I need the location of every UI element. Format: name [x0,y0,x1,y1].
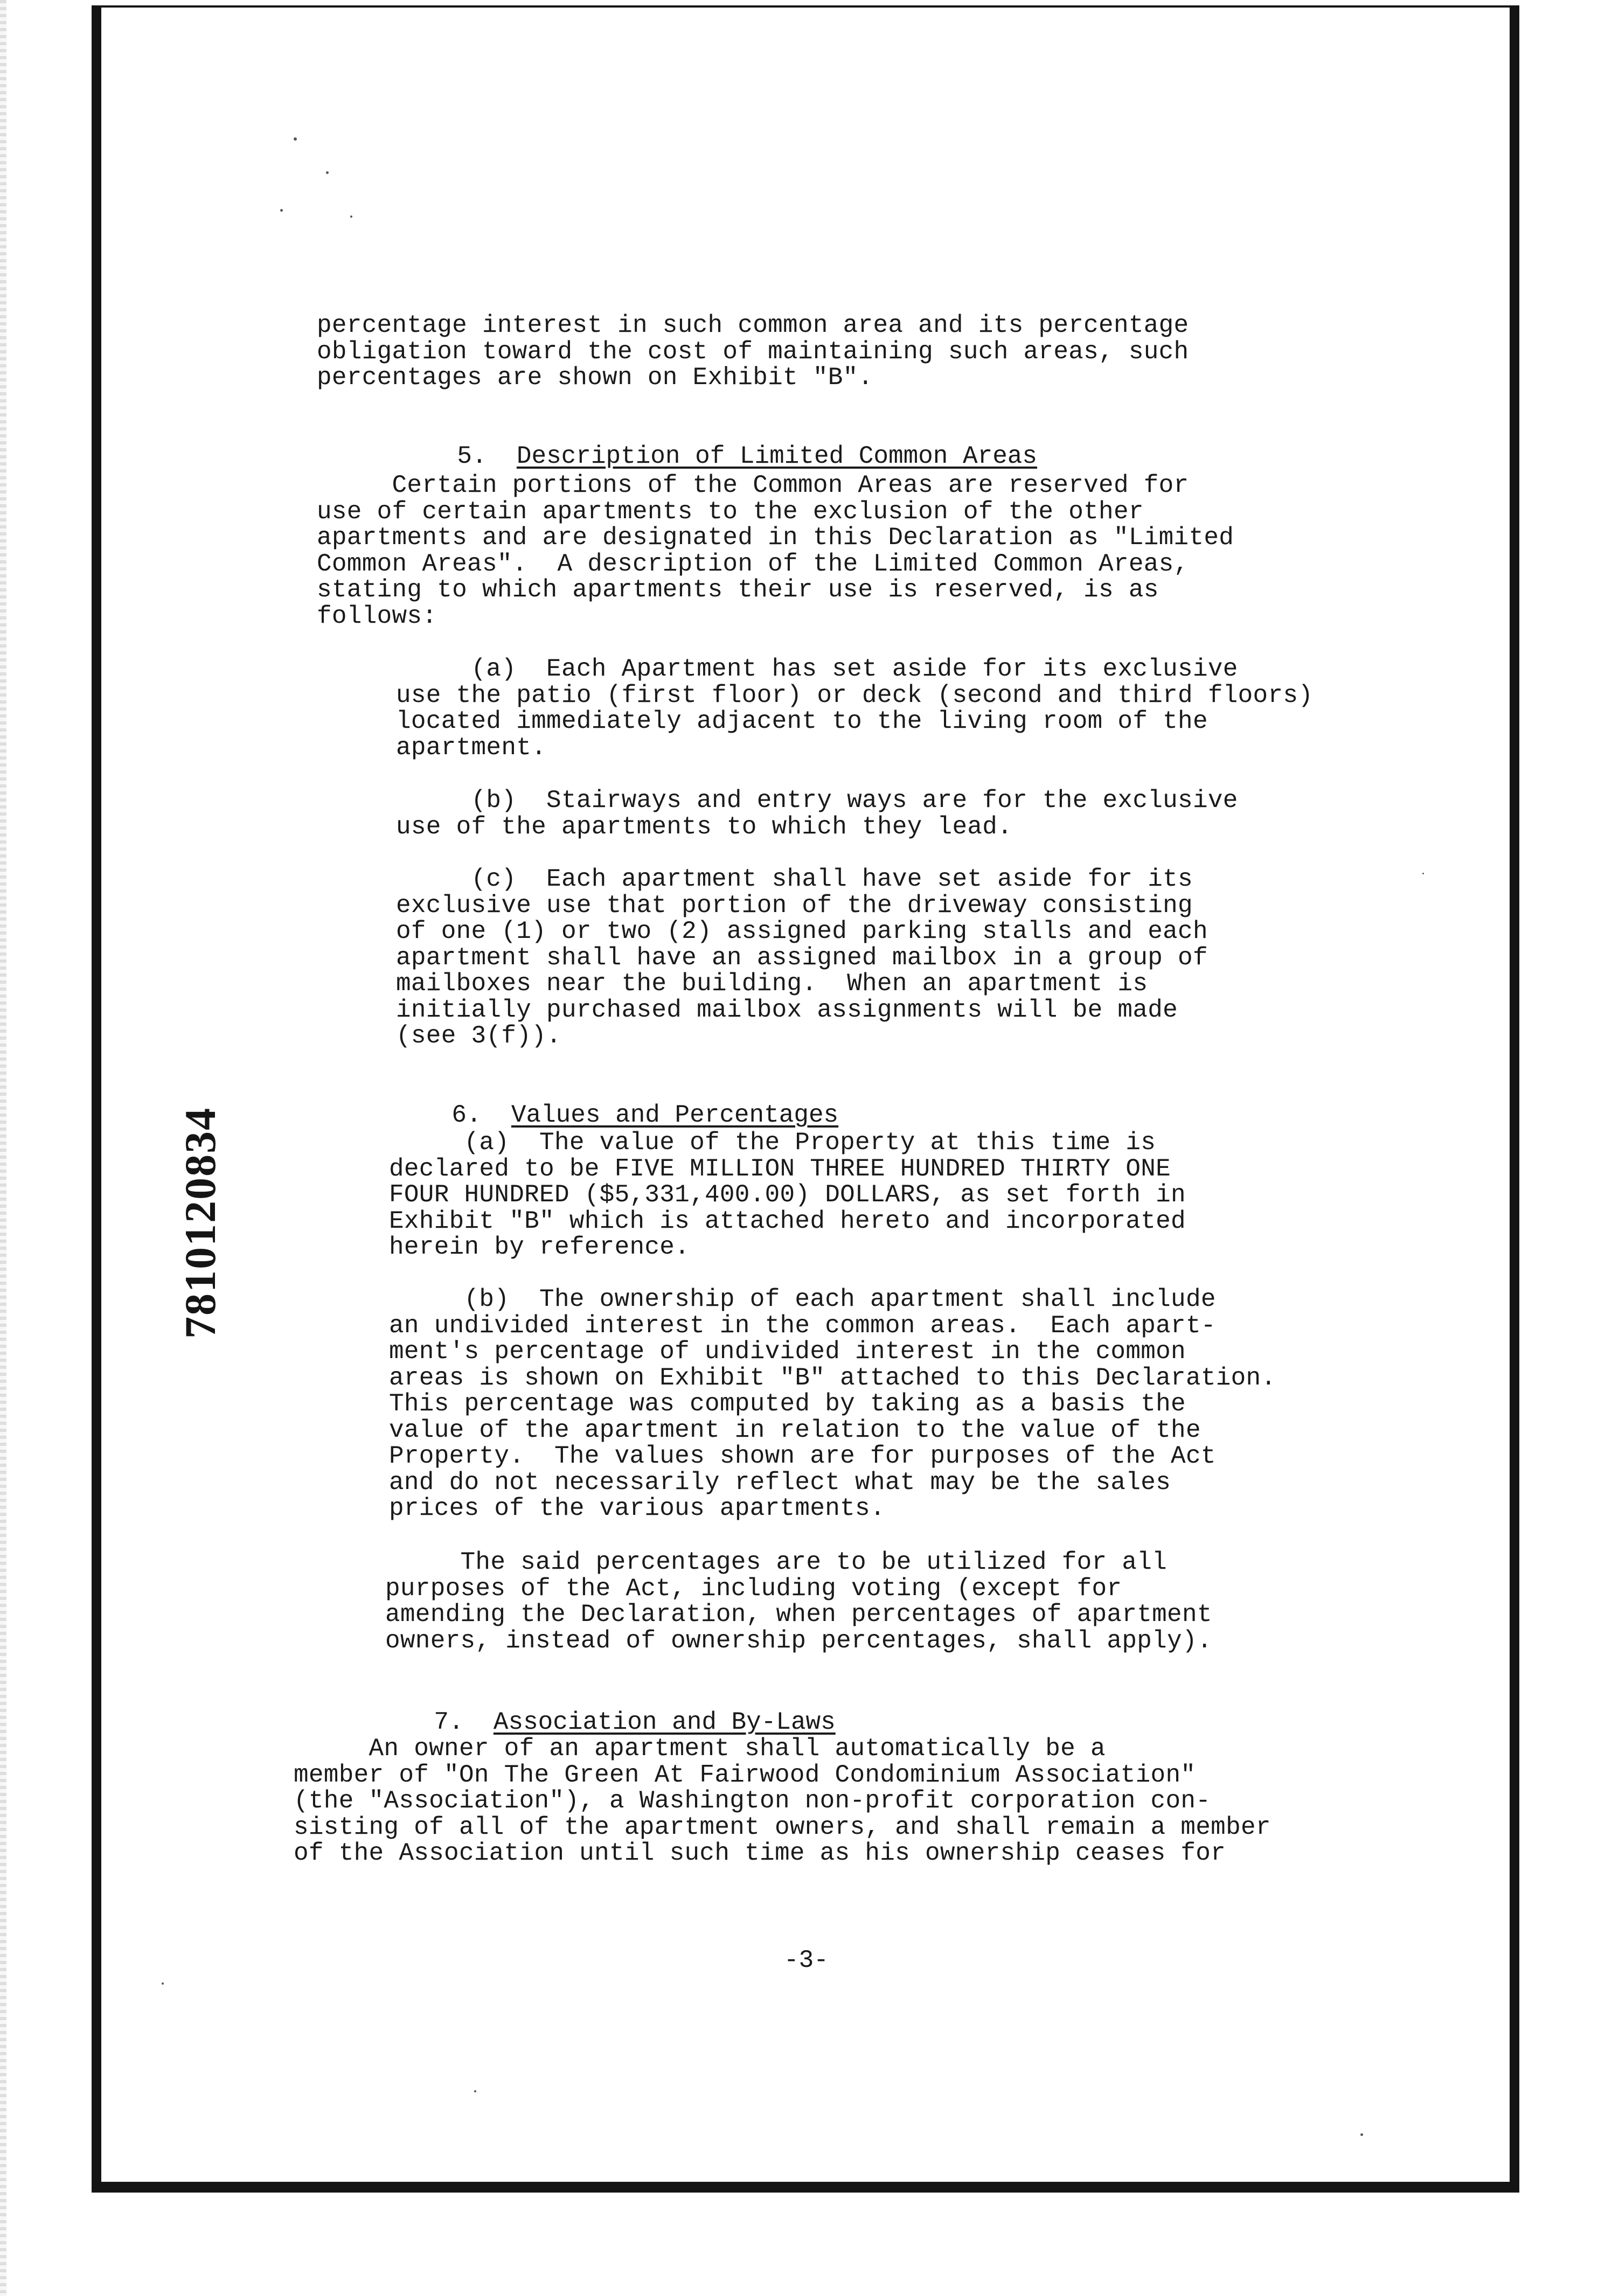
section-5-item-a: (a) Each Apartment has set aside for its exclusive use the patio (first floor) or deck (second and third floors) located immediately adjacent to the living room of the apartment. [396,655,1314,762]
intro-paragraph: percentage interest in such common area and its percentage obligation toward the cost of maintaining such areas, such percentages are shown on Exhibit "B". [317,311,1189,392]
section-6-closing-paragraph: The said percentages are to be utilized for all purposes of the Act, including voting (except for amending the Declaration, when percentages of apartment owners, instead of ownership percentages, shall apply). [385,1548,1212,1655]
section-5-item-c: (c) Each apartment shall have set aside for its exclusive use that portion of the driveway consisting of one (1) or two (2) assigned parking stalls and each apartment shall have an assigned mailbox in a group of mailboxes near the building. When an apartment is initially purchased mailbox assignments will be made (see 3(f)). [396,865,1208,1050]
scan-speck [1422,873,1424,874]
scan-speck [474,2090,476,2092]
section-5-title: Description of Limited Common Areas [516,442,1038,470]
section-5-body: Certain portions of the Common Areas are reserved for use of certain apartments to the exclusion of the other apartments and are designated in this Declaration as "Limited Common Areas". A description of the Limited Common Areas, stating to which apartments their use is reserved, is as follows: [317,471,1234,630]
recording-number-stamp: 7810120834 [176,1107,225,1339]
section-5-item-b: (b) Stairways and entry ways are for the exclusive use of the apartments to which they lead. [396,787,1238,841]
section-5-number: 5. [457,442,487,470]
section-6-item-a: (a) The value of the Property at this time is declared to be FIVE MILLION THREE HUNDRED THIRTY ONE FOUR HUNDRED ($5,331,400.00) DOLLARS, as set forth in Exhibit "B" which is attached hereto and incorporated herein by reference. [389,1129,1186,1261]
section-7-body: An owner of an apartment shall automatically be a member of "On The Green At Fairwood Condominium Association" (the "Association"), a Washington non-profit corporation con- sisting of all of the apartment owners, and shall remain a member of the Association until such time as his ownership ceases for [294,1735,1271,1867]
section-7-title: Association and By-Laws [493,1708,836,1736]
section-6-item-b: (b) The ownership of each apartment shall include an undivided interest in the common areas. Each apart- ment's percentage of undivided interest in the common areas is shown on Exhibit "B" attached to this Declaration. This percentage was computed by taking as a basis the value of the apartment in relation to the value of the Property. The values shown are for purposes of the Act and do not necessarily reflect what may be the sales prices of the various apartments. [389,1285,1276,1522]
scan-speck [1360,2133,1363,2136]
scan-speck [326,171,329,174]
section-6-title: Values and Percentages [511,1101,839,1129]
page-number: -3- [784,1946,829,1974]
scan-speck [162,1982,164,1985]
scan-speck [280,209,283,212]
section-6-number: 6. [451,1101,482,1129]
scan-speck [294,137,297,141]
scan-speck [350,215,352,218]
section-7-number: 7. [434,1708,464,1736]
